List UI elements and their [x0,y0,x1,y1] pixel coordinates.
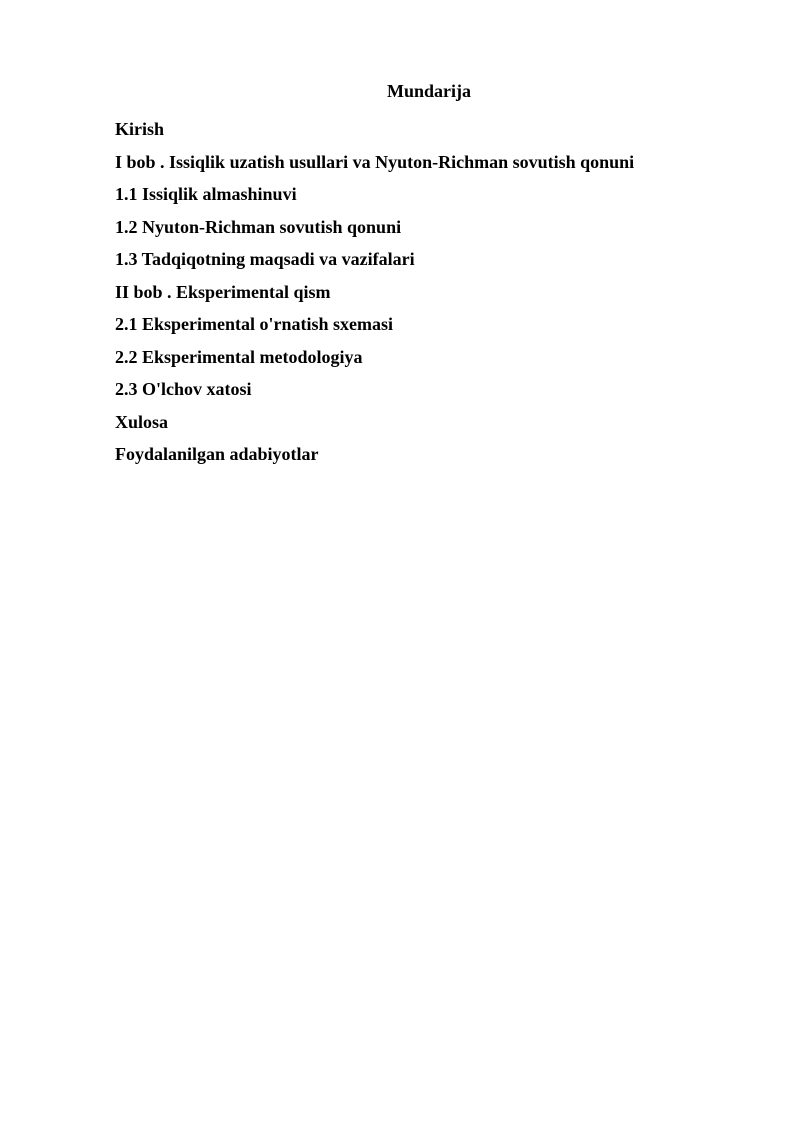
toc-item-section-2-2: 2.2 Eksperimental metodologiya [115,346,363,367]
toc-item-chapter-1: I bob . Issiqlik uzatish usullari va Nyuton-Richman sovutish qonuni [115,151,635,172]
toc-item-section-2-1: 2.1 Eksperimental o'rnatish sxemasi [115,314,394,334]
table-of-contents [115,117,634,475]
toc-item-references: Foydalanilgan adabiyotlar [115,444,319,464]
toc-item-section-1-3: 1.3 Tadqiqotning maqsadi va vazifalari [115,249,415,269]
toc-item-section-1-1: 1.1 Issiqlik almashinuvi [115,184,297,204]
toc-item-introduction: Kirish [115,119,165,139]
toc-item-section-2-3: 2.3 O'lchov xatosi [115,379,252,399]
toc-item-conclusion: Xulosa [115,411,169,432]
toc-item-chapter-2: II bob . Eksperimental qism [115,281,331,302]
page-title: Mundarija [386,81,471,101]
toc-item-section-1-2: 1.2 Nyuton-Richman sovutish qonuni [115,216,402,237]
